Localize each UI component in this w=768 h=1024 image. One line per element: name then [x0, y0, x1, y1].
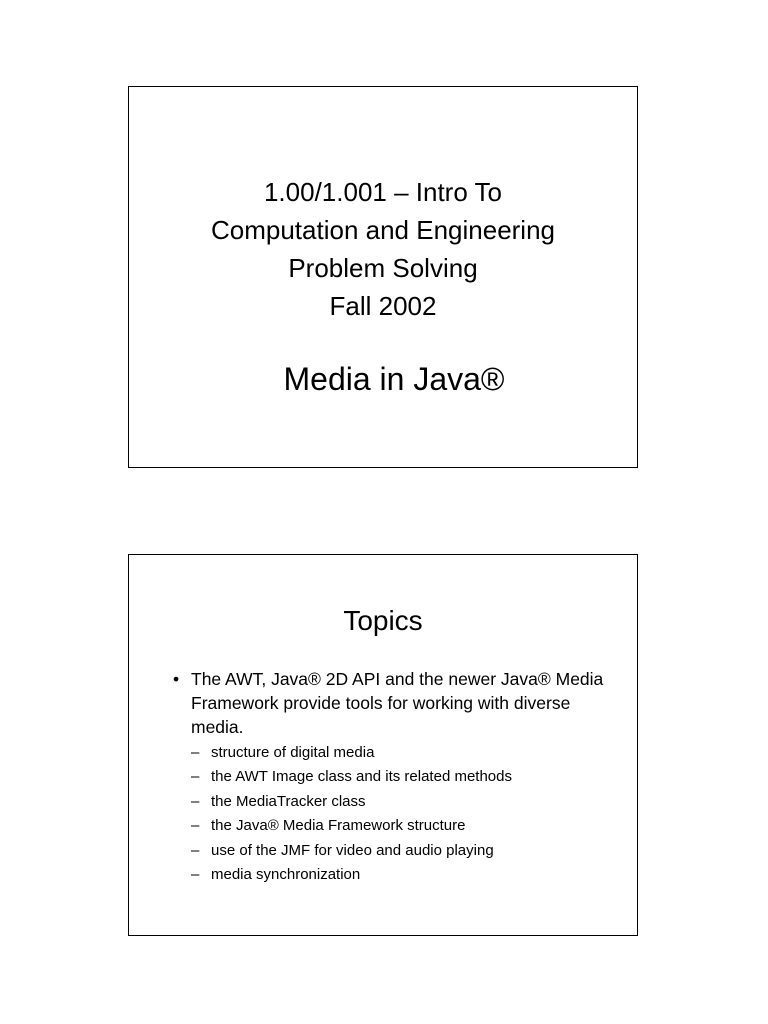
list-item: [191, 765, 611, 789]
list-item-text: use of the JMF for video and audio playing: [211, 841, 494, 859]
title-line: Computation and Engineering: [210, 215, 556, 245]
list-item-text: structure of digital media: [211, 744, 375, 761]
list-item: [191, 814, 611, 838]
slide-1-title: [129, 173, 637, 325]
dash-marker: –: [191, 744, 200, 761]
title-line: Fall 2002: [329, 291, 437, 321]
list-item-text: the Java® Media Framework structure: [211, 817, 466, 835]
dash-marker: –: [191, 792, 200, 810]
slide-1-subtitle: [129, 359, 637, 399]
title-line: 1.00/1.001 – Intro To: [263, 177, 503, 207]
title-line: Problem Solving: [288, 253, 478, 283]
list-item-text: media synchronization: [211, 866, 361, 884]
sub-bullet-list: [191, 741, 611, 887]
dash-marker: –: [191, 768, 200, 786]
bullet-text: The AWT, Java® 2D API and the newer Java® Media Framework provide tools for working with diverse media.: [191, 669, 604, 737]
dash-marker: –: [191, 817, 200, 835]
subtitle-text: Media in Java®: [283, 361, 505, 397]
slide-2-title: Topics: [343, 605, 423, 636]
list-item: [191, 839, 611, 863]
dash-marker: –: [191, 866, 200, 884]
list-item: [191, 863, 611, 887]
slide-1: [128, 86, 638, 468]
list-item: [191, 741, 611, 765]
list-item-text: the MediaTracker class: [211, 792, 366, 810]
list-item-text: the AWT Image class and its related methods: [211, 768, 512, 786]
dash-marker: –: [191, 841, 200, 859]
list-item: [191, 790, 611, 814]
bullet-marker: •: [173, 669, 180, 689]
main-bullet: [173, 667, 613, 739]
slide-2: [128, 554, 638, 936]
